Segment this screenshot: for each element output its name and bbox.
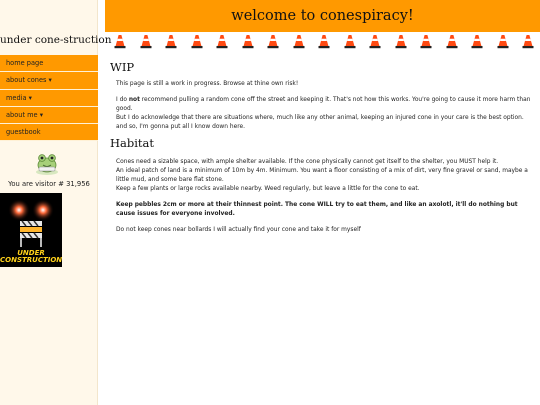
site-title: under cone-struction — [0, 34, 112, 46]
traffic-cone-icon — [395, 34, 407, 49]
traffic-cone-icon — [369, 34, 381, 49]
page-header — [105, 0, 540, 32]
nav-menu — [0, 55, 98, 141]
page-title: welcome to conespiracy! — [231, 8, 414, 24]
sidebar — [0, 0, 112, 405]
traffic-cone-icon — [114, 34, 126, 49]
habitat-land: An ideal patch of land is a minimum of 10m by 4m. Minimum. You want a floor consisting of a mix of dirt, very fine gravel or sand, maybe a little mud, and some bare flat stone. — [116, 168, 528, 183]
wip-intro: This page is still a work in progress. Browse at thine own risk! — [116, 81, 299, 87]
traffic-cone-icon — [293, 34, 305, 49]
traffic-cone-icon — [242, 34, 254, 49]
traffic-cone-icon — [420, 34, 432, 49]
traffic-cone-icon — [497, 34, 509, 49]
wip-exception: But I do acknowledge that there are situations where, much like any other animal, keeping an injured cone in your care is the best option. — [116, 115, 524, 121]
traffic-cone-icon — [216, 34, 228, 49]
section-heading-wip: WIP — [110, 60, 135, 74]
main-content — [110, 57, 538, 235]
traffic-cone-icon — [522, 34, 534, 49]
wip-warning: I do not recommend pulling a random cone off the street and keeping it. That's not how this works. You're going to cause it more harm than good. — [116, 97, 531, 112]
traffic-cone-icon — [267, 34, 279, 49]
habitat-plants: Keep a few plants or large rocks available nearby. Weed regularly, but leave a little for the cone to eat. — [116, 186, 420, 192]
visitor-counter: You are visitor # 31,956 — [8, 180, 90, 188]
wip-closing: and so, I'm gonna put all I know down here. — [116, 124, 246, 130]
traffic-cone-icon — [344, 34, 356, 49]
traffic-cone-icon — [165, 34, 177, 49]
nav-item-media[interactable]: media ▾ — [0, 90, 98, 107]
under-construction-badge — [0, 193, 62, 267]
cone-divider — [114, 34, 534, 50]
badge-line-2: CONSTRUCTION — [0, 256, 62, 264]
traffic-cone-icon — [446, 34, 458, 49]
nav-item-about-me[interactable]: about me ▾ — [0, 107, 98, 124]
habitat-bollards: Do not keep cones near bollards I will actually find your cone and take it for myself — [116, 227, 361, 233]
traffic-cone-icon — [140, 34, 152, 49]
habitat-pebbles-warning: Keep pebbles 2cm or more at their thinnest point. The cone WILL try to eat them, and like an axolotl, it'll do nothing but cause issues for everyone involved. — [116, 202, 518, 217]
traffic-cone-icon — [191, 34, 203, 49]
traffic-cone-icon — [318, 34, 330, 49]
traffic-cone-icon — [471, 34, 483, 49]
frog-mascot-icon — [33, 150, 61, 176]
nav-item-about-cones[interactable]: about cones ▾ — [0, 72, 98, 89]
nav-item-guestbook[interactable]: guestbook — [0, 124, 98, 141]
section-heading-habitat: Habitat — [110, 136, 155, 150]
nav-item-home[interactable]: home page — [0, 55, 98, 72]
habitat-space: Cones need a sizable space, with ample shelter available. If the cone physically cannot get itself to the shelter, you MUST help it. — [116, 159, 499, 165]
badge-line-1: UNDER — [17, 249, 45, 257]
